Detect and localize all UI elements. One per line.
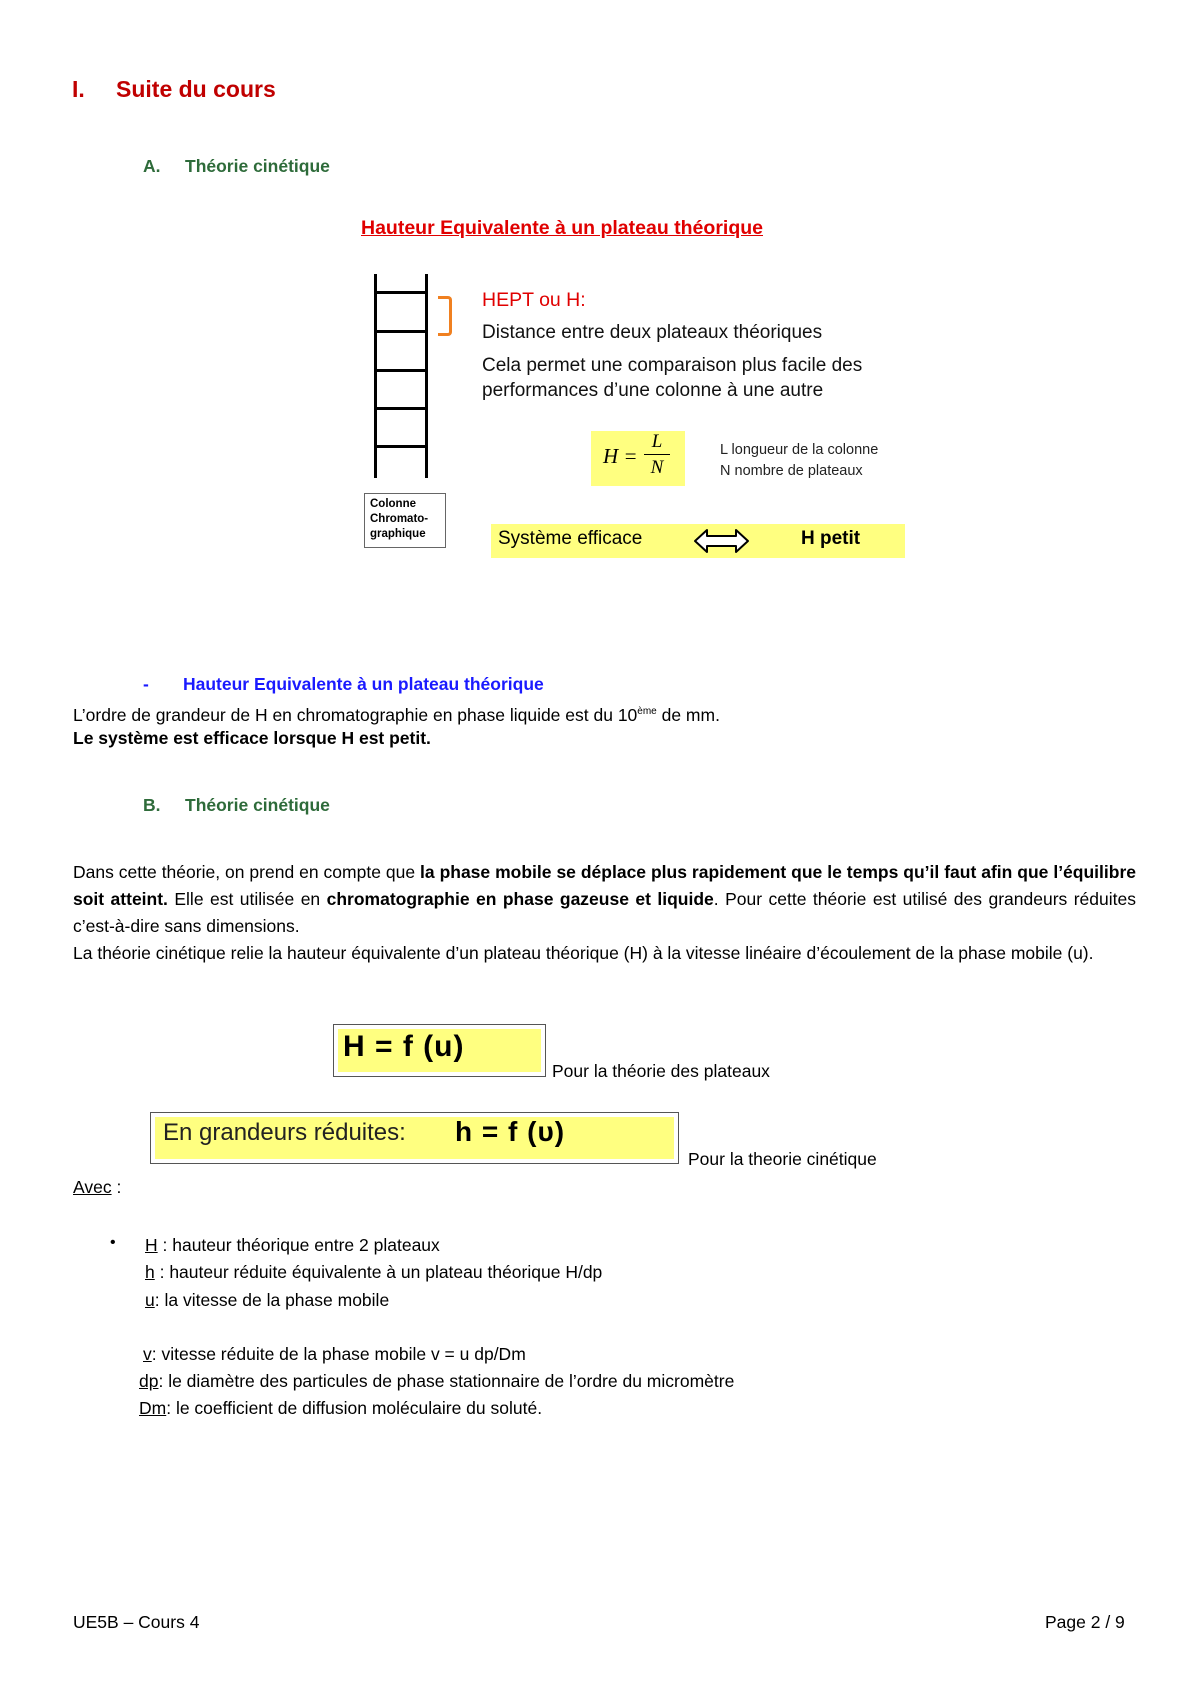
definition-v: v: vitesse réduite de la phase mobile v = u dp/Dm [143,1344,526,1364]
figure-line-3: performances d’une colonne à une autre [482,380,824,401]
para3-bold-2: chromatographie en phase gazeuse et liquide [326,889,714,909]
heading-1-number: I. [72,76,85,102]
section-a-heading [143,156,330,177]
bullet-heading [143,674,544,695]
section-b-number: B. [143,795,161,815]
equation-2: h = f (υ) [455,1116,566,1147]
para1-superscript: ème [637,706,657,717]
formula-numerator: L [644,430,670,455]
paragraph-kinetic-theory [73,859,1136,940]
column-label-box [364,493,446,548]
avec-word: Avec [73,1177,112,1197]
legend-n: N nombre de plateaux [720,463,863,479]
paragraph-efficiency: Le système est efficace lorsque H est petit. [73,728,431,748]
column-label-line-2: Chromato- [370,513,429,525]
definition-H: H : hauteur théorique entre 2 plateaux [145,1235,440,1255]
equation-1: H = f (u) [343,1030,465,1063]
para3-bold-1: la phase mobile se déplace plus rapidement que le temps qu’il faut afin que l’équilibre soit atteint. [73,862,1136,909]
hept-label: HEPT ou H: [482,289,586,311]
para3-text-3: . Pour cette théorie est utilisé des grandeurs réduites c’est-à-dire sans dimensions. [73,889,1136,936]
figure-line-1: Distance entre deux plateaux théoriques [482,322,823,343]
para3-text-1: Dans cette théorie, on prend en compte que [73,862,421,882]
bullet-heading-text: Hauteur Equivalente à un plateau théorique [183,674,544,694]
definition-h: h : hauteur réduite équivalente à un plateau théorique H/dp [145,1262,603,1282]
column-label-line-3: graphique [370,528,426,540]
definition-dm: Dm: le coefficient de diffusion moléculaire du soluté. [139,1398,543,1418]
equation-2-label: En grandeurs réduites: [163,1119,406,1146]
definition-u: u: la vitesse de la phase mobile [145,1290,390,1310]
legend-l: L longueur de la colonne [720,442,879,458]
para3-text-2: Elle est utilisée en [167,889,327,909]
figure-line-2: Cela permet une comparaison plus facile des [482,355,863,376]
plate-bracket-icon [438,296,452,336]
heading-1-text: Suite du cours [116,76,276,102]
figure-title: Hauteur Equivalente à un plateau théorique [361,217,763,239]
equation-2-caption: Pour la theorie cinétique [688,1149,877,1169]
formula-lhs: H = [603,444,638,468]
section-a-text: Théorie cinétique [185,156,330,176]
bullet-dot: • [110,1234,116,1251]
column-ladder-diagram [374,274,428,478]
section-b-heading [143,795,330,816]
section-a-number: A. [143,156,161,176]
column-label-line-1: Colonne [370,498,416,510]
system-label: Système efficace [498,528,643,549]
definition-dp: dp: le diamètre des particules de phase stationnaire de l’ordre du micromètre [139,1371,735,1391]
avec-colon: : [111,1177,122,1197]
heading-1 [72,76,276,103]
bullet-dash: - [143,674,149,694]
para1-text: L’ordre de grandeur de H en chromatographie en phase liquide est du 10 [73,705,638,725]
formula-denominator: N [650,457,664,478]
paragraph-relation: La théorie cinétique relie la hauteur équivalente d’un plateau théorique (H) à la vitesse linéaire d’écoulement de la phase mobile (u). [73,943,1094,963]
h-petit-label: H petit [801,528,861,549]
formula-fraction [644,430,670,481]
avec-label [73,1177,121,1198]
footer-course: UE5B – Cours 4 [73,1612,200,1632]
section-b-text: Théorie cinétique [185,795,330,815]
double-arrow-icon [693,526,750,556]
footer-page-number: Page 2 / 9 [1045,1612,1125,1632]
equation-1-caption: Pour la théorie des plateaux [552,1061,770,1081]
para1-text-end: de mm. [656,705,720,725]
